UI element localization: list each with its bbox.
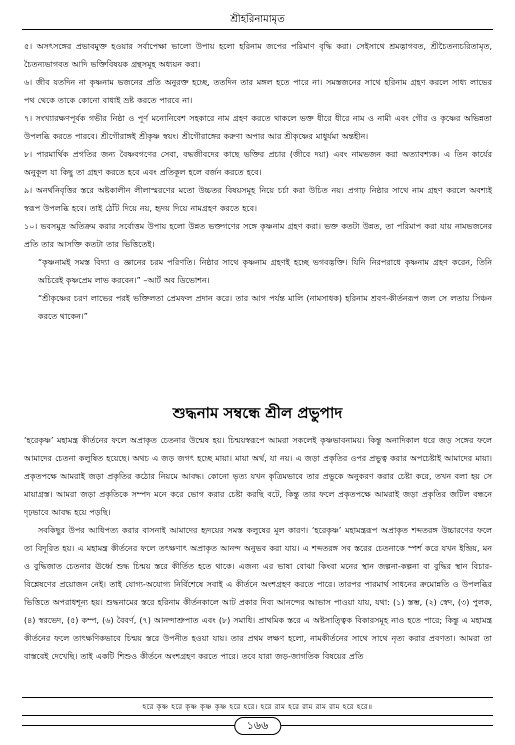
- footer-mantra: হরে কৃষ্ণ হরে কৃষ্ণ কৃষ্ণ কৃষ্ণ হরে হরে। হরে রাম হরে রাম রাম রাম হরে হরে॥: [142, 703, 373, 711]
- paragraph-10: ১০। ভবসমুদ্র অতিক্রম করার সর্বোত্তম উপায় হলো উন্নত ভক্তগণের সঙ্গে কৃষ্ণনাম গ্রহণ করা। ভক্ত কতটা উন্নত, তা পরিমাপ করা যায় নামভজনের প্রতি তার আসক্তি কতটা তার ভিত্তিতেই।: [24, 222, 492, 249]
- paragraph-9: ৯। অনর্থনিবৃত্তির স্তরে অষ্টকালীন লীলাস্মরণের মতো উচ্চতর বিষয়সমূহ নিয়ে চর্চা করা উচিত নয়। প্রগাঢ় নিষ্ঠার সাথে নাম গ্রহণ করলে অবশ্যই স্বরূপ উপলব্ধি হবে। তাই ঠোঁট দিয়ে নয়, হৃদয় দিয়ে নামগ্রহণ করতে হবে।: [24, 186, 492, 213]
- paragraph-6: ৬। জীব যতদিন না কৃষ্ণনাম ভজনের প্রতি অনুরক্ত হচ্ছে, ততদিন তার মঙ্গল হতে পারে না। সমস্তজনের সাথে হরিনাম গ্রহণ করলে সাধ্য লাভের পথ থেকে তাকে কোনো বাধাই ভ্রষ্ট করতে পারবে না।: [24, 78, 492, 105]
- prabhupada-section: [24, 432, 492, 666]
- paragraph-5: ৫। অসৎসঙ্গের প্রভাবমুক্ত হওয়ার সর্বাপেক্ষা ভালো উপায় হলো হরিনাম জপের পরিমাণ বৃদ্ধি করা। সেইসাথে শ্রমদ্ভাগবত, শ্রীচৈতন্যচরিতামৃত, চৈতন্যভাগবত আদি ভক্তিবিষয়ক গ্রন্থসমূহ অধ্যয়ন করা।: [24, 42, 492, 69]
- quote-art-of-devotion: “কৃষ্ণনামই সমস্ত বিদ্যা ও জ্ঞানের চরম পরিণতি। নিষ্ঠার সাথে কৃষ্ণনাম গ্রহণই হচ্ছে ভগবদ্ভক্তি। যিনি নিরপরাধে কৃষ্ণনাম গ্রহণ করেন, তিনি অচিরেই কৃষ্ণপ্রেম লাভ করবেন।” –আর্ট অব ডিভোশন।: [38, 258, 492, 285]
- numbered-instructions: [24, 38, 492, 326]
- header-rule: [22, 29, 493, 30]
- quote-devotional-creeper: “শ্রীকৃষ্ণের চরণ লাভের পরই ভক্তিলতা প্রেমফল প্রদান করে। তার আগ পর্যন্ত মালি (নামসাধক) হরিনাম শ্রবণ-কীর্তনরূপ জল সে লতায় সিঞ্চন করতে থাকেন।”: [38, 294, 492, 321]
- paragraph-8: ৮। পারমার্থিক প্রগতির জন্য বৈষ্ণবগণের সেবা, বদ্ধজীবদের কাছে ভক্তির প্রচার (জীবে দয়া) এবং নামভজন করা অত্যাবশ্যক। এ তিন কার্যের অনুকূল যা কিছু তা গ্রহণ করতে হবে এবং প্রতিকূল হলে বর্জন করতে হবে।: [24, 150, 492, 177]
- footer-rule-bottom: [22, 715, 493, 716]
- body-paragraph-1: ‘হরেকৃষ্ণ’ মহামন্ত্র কীর্তনের ফলে অপ্রাকৃত চেতনার উন্মেষ হয়। চিন্ময়স্বরূপে আমরা সকলেই কৃষ্ণভাবনাময়। কিন্তু অনাদিকাল ধরে জড় সঙ্গের ফলে আমাদের চেতনা কলুষিত হয়েছে। অথচ এ জড় জগৎ হচ্ছে মায়া। মায়া অর্থ, যা নয়। এ জড়া প্রকৃতির ওপর প্রভুত্ব করার অপচেষ্টাই আমাদের মায়া। প্রকৃতপক্ষে আমরাই জড়া প্রকৃতির কঠোর নিয়মে আবদ্ধ। কোনো ভৃত্য যখন কৃত্রিমভাবে তার প্রভুকে অনুকরণ করার চেষ্টা করে, তখন বলা হয় সে মায়াগ্রস্ত। আমরা জড়া প্রকৃতিকে সম্পদ মনে করে ভোগ করার চেষ্টা করছি বটে, কিন্তু তার ফলে প্রকৃতপক্ষে আমরাই জড়া প্রকৃতির জটিল বন্ধনে দৃঢ়ভাবে আবদ্ধ হয়ে পড়ছি।: [24, 436, 492, 517]
- page-number: ১৬৬: [234, 717, 281, 735]
- section-heading: শুদ্ধনাম সম্বন্ধে শ্রীল প্রভুপাদ: [172, 404, 343, 422]
- footer-rule-top: [22, 697, 493, 698]
- paragraph-7: ৭। সংখ্যারক্ষণপূর্বক গভীর নিষ্ঠা ও পূর্ণ মনোনিবেশ সহকারে নাম গ্রহণ করতে থাকলে ভক্ত ধীরে ধীরে নাম ও নামী এবং গৌর ও কৃষ্ণের অভিন্নতা উপলব্ধি করতে পারবে। শ্রীগৌরাঙ্গই শ্রীকৃষ্ণ স্বয়ং। শ্রীগৌরাঙ্গের করুণা অপার আর শ্রীকৃষ্ণের মাধুর্যমা অন্তহীন।: [24, 114, 492, 141]
- running-header: শ্রীহরিনামামৃত: [230, 14, 285, 25]
- body-paragraph-2: সবকিছুর উপর আধিপত্য করার বাসনাই আমাদের হৃদয়ের সমস্ত কলুষের মূল কারণ। ‘হরেকৃষ্ণ’ মহামন্ত্ররূপ অপ্রাকৃত শব্দতরঙ্গ উচ্চারণের ফলে তা বিদূরিত হয়। এ মহামন্ত্র কীর্তনের ফলে তৎক্ষণাৎ অপ্রাকৃত আনন্দ অনুভব করা যায়। এ শব্দতরঙ্গ সব স্তরের চেতনাকে স্পর্শ করে যখন ইন্দ্রিয়, মন ও বুদ্ধিজাত চেতনার ঊর্ধ্বে শুদ্ধ চিন্ময় স্তরে কীর্তিত হতে থাকে। এজন্য এর ভাষা বোঝা কিংবা মনের স্থান জল্পনা-কল্পনা বা বুদ্ধির স্থান বিচার-বিশ্লেষণের প্রয়োজন নেই। তাই যোগ্য-অযোগ্য নির্বিশেষে সবাই এ কীর্তনে অংশগ্রহণ করতে পারে। তারপর পারমার্থ সাধনের ক্রমোন্নতি ও উপলব্ধির ভিত্তিতে অপরাধশূন্য হয়। শুদ্ধনামের স্তরে হরিনাম কীর্তনকালে আট প্রকার দিব্য আনন্দের আভাস পাওয়া যায়, যথা: (১) স্তম্ভ, (২) স্বেদ, (৩) পুলক, (৪) স্বরভেদ, (৫) কম্প, (৬) বৈবর্ণ, (৭) আনন্দাশ্রুপাত এবং (৮) সমাধি। প্রাথমিক স্তরে এ অষ্টসাত্ত্বিক বিকারসমূহ নাও হতে পারে; কিন্তু এ মহামন্ত্র কীর্তনের ফলে তাৎক্ষণিকভাবে চিন্ময় স্তরে উপনীত হওয়া যায়। তার প্রথম লক্ষণ হলো, নামকীর্তনের সাথে সাথে নৃত্য করার প্রবণতা। আমরা তা বাস্তবেই দেখেছি। তাই একটি শিশুও কীর্তনে অংশগ্রহণ করতে পারে। তবে যারা জড়-জাগতিক বিষয়ের প্রতি: [24, 526, 492, 661]
